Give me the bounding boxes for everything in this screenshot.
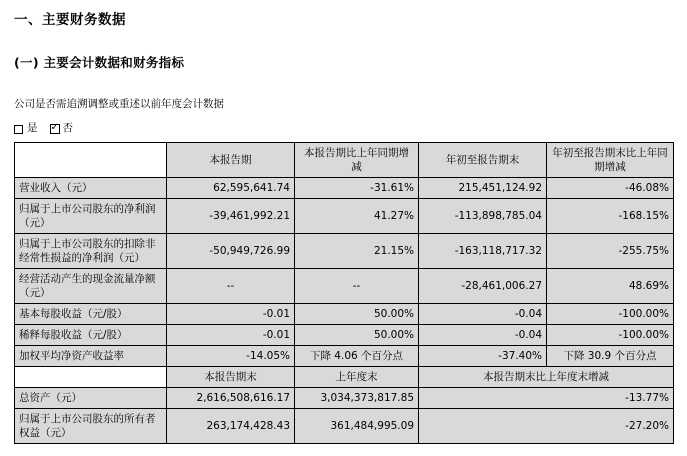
cell-diluted-eps-ytd: -0.04 bbox=[419, 325, 547, 346]
cell-basic-eps-ytd: -0.04 bbox=[419, 304, 547, 325]
cell-net-profit-ytd: -113,898,785.04 bbox=[419, 199, 547, 234]
cell-basic-eps-ytd-yoy: -100.00% bbox=[547, 304, 674, 325]
table-row bbox=[15, 304, 674, 325]
row-label-diluted-eps: 稀释每股收益（元/股） bbox=[15, 325, 167, 346]
header2-period-end: 本报告期末 bbox=[167, 367, 295, 388]
row-label-equity: 归属于上市公司股东的所有者权益（元） bbox=[15, 409, 167, 444]
retrospective-note: 公司是否需追溯调整或重述以前年度会计数据 bbox=[14, 98, 224, 110]
table-row bbox=[15, 409, 674, 444]
cell-cashflow-ytd: -28,461,006.27 bbox=[419, 269, 547, 304]
cell-diluted-eps-current-yoy: 50.00% bbox=[295, 325, 419, 346]
cell-deducted-current: -50,949,726.99 bbox=[167, 234, 295, 269]
cell-deducted-current-yoy: 21.15% bbox=[295, 234, 419, 269]
table-row bbox=[15, 325, 674, 346]
header2-prior-year-end: 上年度末 bbox=[295, 367, 419, 388]
table-row bbox=[15, 199, 674, 234]
header-ytd: 年初至报告期末 bbox=[419, 143, 547, 178]
cell-revenue-current: 62,595,641.74 bbox=[167, 178, 295, 199]
table-header-row-2 bbox=[15, 367, 674, 388]
table-row bbox=[15, 269, 674, 304]
header-current-period-yoy: 本报告期比上年同期增减 bbox=[295, 143, 419, 178]
cell-basic-eps-current: -0.01 bbox=[167, 304, 295, 325]
label-yes: 是 bbox=[27, 122, 38, 134]
cell-roe-current-yoy: 下降 4.06 个百分点 bbox=[295, 346, 419, 367]
checkbox-no[interactable] bbox=[50, 124, 60, 134]
cell-cashflow-current-yoy: -- bbox=[295, 269, 419, 304]
yes-no-choice-row bbox=[14, 120, 673, 136]
table-row bbox=[15, 234, 674, 269]
cell-roe-current: -14.05% bbox=[167, 346, 295, 367]
cell-revenue-current-yoy: -31.61% bbox=[295, 178, 419, 199]
cell-equity-change: -27.20% bbox=[419, 409, 674, 444]
header-ytd-yoy: 年初至报告期末比上年同期增减 bbox=[547, 143, 674, 178]
cell-cashflow-ytd-yoy: 48.69% bbox=[547, 269, 674, 304]
header-current-period: 本报告期 bbox=[167, 143, 295, 178]
table-row bbox=[15, 388, 674, 409]
cell-roe-ytd-yoy: 下降 30.9 个百分点 bbox=[547, 346, 674, 367]
cell-net-profit-current: -39,461,992.21 bbox=[167, 199, 295, 234]
row-label-net-profit-deducted: 归属于上市公司股东的扣除非经常性损益的净利润（元） bbox=[15, 234, 167, 269]
label-no: 否 bbox=[62, 122, 73, 134]
cell-total-assets-period-end: 2,616,508,616.17 bbox=[167, 388, 295, 409]
table-row bbox=[15, 346, 674, 367]
row-label-roe: 加权平均净资产收益率 bbox=[15, 346, 167, 367]
header2-change: 本报告期末比上年度末增减 bbox=[419, 367, 674, 388]
row-label-operating-cashflow: 经营活动产生的现金流量净额（元） bbox=[15, 269, 167, 304]
cell-equity-prior-year-end: 361,484,995.09 bbox=[295, 409, 419, 444]
cell-total-assets-prior-year-end: 3,034,373,817.85 bbox=[295, 388, 419, 409]
checkbox-yes[interactable] bbox=[14, 125, 23, 134]
cell-deducted-ytd-yoy: -255.75% bbox=[547, 234, 674, 269]
section-subtitle: (一) 主要会计数据和财务指标 bbox=[14, 55, 185, 70]
cell-deducted-ytd: -163,118,717.32 bbox=[419, 234, 547, 269]
cell-diluted-eps-ytd-yoy: -100.00% bbox=[547, 325, 674, 346]
row-label-total-assets: 总资产（元） bbox=[15, 388, 167, 409]
cell-roe-ytd: -37.40% bbox=[419, 346, 547, 367]
table-row bbox=[15, 178, 674, 199]
financial-summary-table bbox=[14, 142, 674, 444]
cell-revenue-ytd: 215,451,124.92 bbox=[419, 178, 547, 199]
cell-revenue-ytd-yoy: -46.08% bbox=[547, 178, 674, 199]
cell-diluted-eps-current: -0.01 bbox=[167, 325, 295, 346]
cell-equity-period-end: 263,174,428.43 bbox=[167, 409, 295, 444]
cell-basic-eps-current-yoy: 50.00% bbox=[295, 304, 419, 325]
cell-net-profit-ytd-yoy: -168.15% bbox=[547, 199, 674, 234]
row-label-revenue: 营业收入（元） bbox=[15, 178, 167, 199]
cell-net-profit-current-yoy: 41.27% bbox=[295, 199, 419, 234]
cell-cashflow-current: -- bbox=[167, 269, 295, 304]
page-title: 一、主要财务数据 bbox=[14, 12, 126, 28]
row-label-basic-eps: 基本每股收益（元/股） bbox=[15, 304, 167, 325]
header-blank bbox=[15, 143, 167, 178]
cell-total-assets-change: -13.77% bbox=[419, 388, 674, 409]
table-header-row bbox=[15, 143, 674, 178]
header2-blank bbox=[15, 367, 167, 388]
row-label-net-profit: 归属于上市公司股东的净利润（元） bbox=[15, 199, 167, 234]
